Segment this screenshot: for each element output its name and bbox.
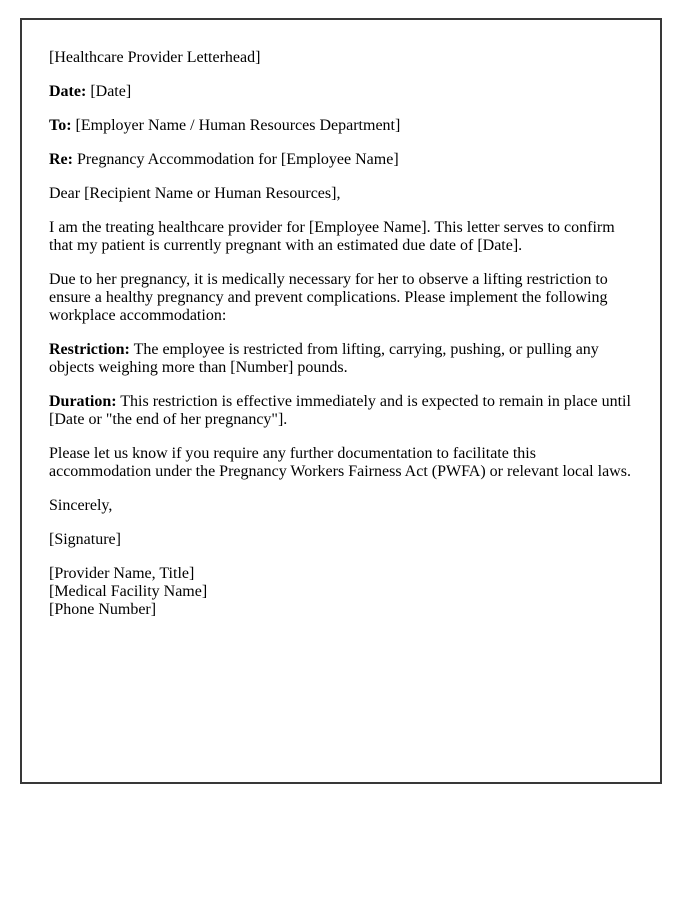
- duration-paragraph: [49, 393, 637, 429]
- phone-number-line: [Phone Number]: [49, 601, 157, 618]
- body-paragraph-2: [49, 271, 637, 325]
- closing: [49, 497, 637, 515]
- to-line: [49, 117, 637, 135]
- letter-content: [22, 20, 660, 619]
- signature-block: [49, 565, 637, 619]
- re-line: [49, 151, 637, 169]
- re-label: Re:: [49, 151, 73, 168]
- date-value: [Date]: [90, 83, 132, 100]
- body-paragraph-1: [49, 219, 637, 255]
- restriction-text: The employee is restricted from lifting, carrying, pushing, or pulling any objects weighing more than [Number] pounds.: [49, 341, 599, 376]
- duration-label: Duration:: [49, 393, 117, 410]
- body-paragraph-1-text: I am the treating healthcare provider for [Employee Name]. This letter serves to confirm that my patient is currently pregnant with an estimated due date of [Date].: [49, 219, 615, 254]
- letterhead-text: [Healthcare Provider Letterhead]: [49, 49, 261, 66]
- body-paragraph-3-text: Please let us know if you require any further documentation to facilitate this accommodation under the Pregnancy Workers Fairness Act (PWFA) or relevant local laws.: [49, 445, 631, 480]
- restriction-paragraph: [49, 341, 637, 377]
- letterhead-placeholder: [49, 49, 637, 67]
- date-line: [49, 83, 637, 101]
- salutation-text: Dear [Recipient Name or Human Resources],: [49, 185, 341, 202]
- signature-placeholder: [49, 531, 637, 549]
- signature-placeholder-text: [Signature]: [49, 531, 121, 548]
- re-value: Pregnancy Accommodation for [Employee Name]: [76, 151, 399, 168]
- to-value: [Employer Name / Human Resources Department]: [75, 117, 401, 134]
- to-label: To:: [49, 117, 72, 134]
- facility-name-line: [Medical Facility Name]: [49, 583, 208, 600]
- provider-name-line: [Provider Name, Title]: [49, 565, 195, 582]
- date-label: Date:: [49, 83, 87, 100]
- letter-document: [20, 18, 662, 784]
- body-paragraph-3: [49, 445, 637, 481]
- closing-text: Sincerely,: [49, 497, 113, 514]
- salutation: [49, 185, 637, 203]
- body-paragraph-2-text: Due to her pregnancy, it is medically necessary for her to observe a lifting restriction to ensure a healthy pregnancy and prevent complications. Please implement the following workplace accommodation:: [49, 271, 608, 324]
- duration-text: This restriction is effective immediately and is expected to remain in place until [Date or "the end of her pregnancy"].: [49, 393, 631, 428]
- restriction-label: Restriction:: [49, 341, 130, 358]
